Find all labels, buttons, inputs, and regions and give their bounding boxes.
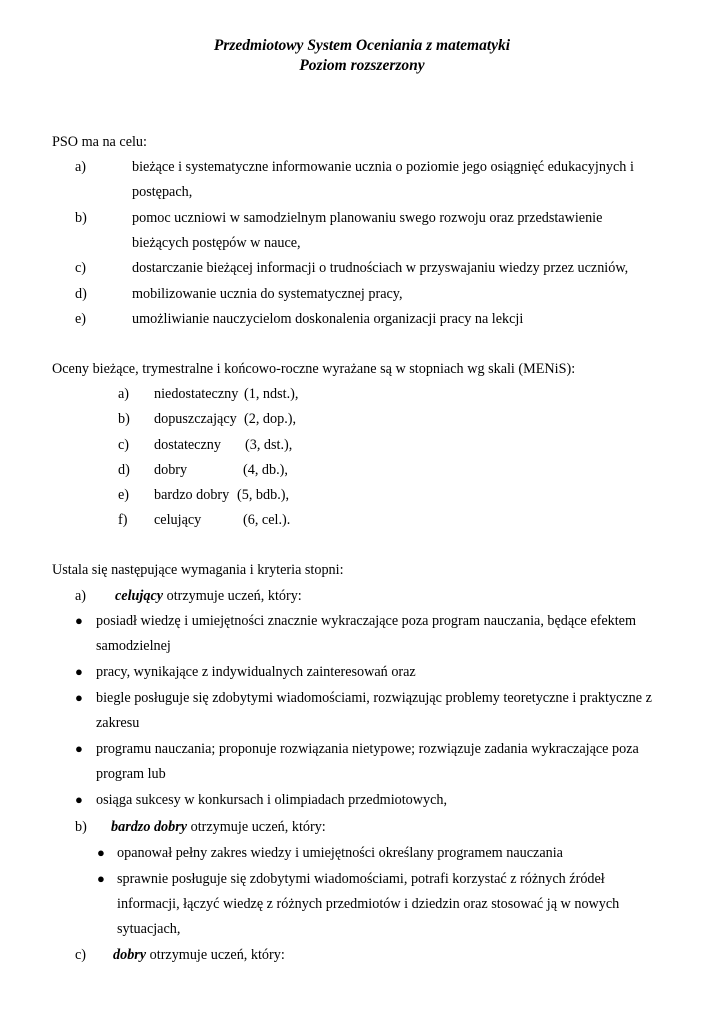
pso-heading: PSO ma na celu:	[52, 134, 147, 150]
bullet-icon: ●	[75, 613, 83, 628]
grades-heading: Oceny bieżące, trymestralne i końcowo-roczne wyrażane są w stopniach wg skali (MENiS):	[52, 361, 576, 377]
pso-item-text: dostarczanie bieżącej informacji o trudnościach w przyswajaniu wiedzy przez uczniów,	[132, 260, 629, 276]
grade-name: dopuszczający	[154, 411, 237, 427]
criterion-text: opanował pełny zakres wiedzy i umiejętności określany programem nauczania	[117, 845, 563, 861]
requirement-label: b)	[75, 819, 87, 835]
criterion-text: zakresu	[96, 715, 140, 731]
criterion-text: programu nauczania; proponuje rozwiązania nietypowe; rozwiązuje zadania wykraczające poza	[96, 741, 639, 757]
requirement-intro	[111, 818, 326, 836]
grade-emphasis: bardzo dobry	[111, 819, 188, 835]
grade-name: dostateczny	[154, 437, 221, 453]
grade-label: f)	[118, 512, 128, 528]
grade-label: b)	[118, 411, 130, 427]
pso-item-text: postępach,	[132, 184, 193, 200]
requirement-label: a)	[75, 588, 87, 604]
grade-label: d)	[118, 462, 130, 478]
pso-item-text: umożliwianie nauczycielom doskonalenia organizacji pracy na lekcji	[132, 311, 524, 327]
criterion-text: sytuacjach,	[117, 921, 181, 937]
grade-label: e)	[118, 487, 130, 503]
pso-item-label: a)	[75, 159, 87, 175]
requirement-label: c)	[75, 947, 87, 963]
bullet-icon: ●	[75, 792, 83, 807]
bullet-icon: ●	[97, 845, 105, 860]
grade-code: (4, db.),	[243, 462, 288, 478]
requirement-intro	[113, 946, 285, 964]
grade-name: celujący	[154, 512, 202, 528]
criterion-text: sprawnie posługuje się zdobytymi wiadomościami, potrafi korzystać z różnych źródeł	[117, 871, 605, 887]
grade-name: niedostateczny	[154, 386, 239, 402]
requirement-intro-rest: otrzymuje uczeń, który:	[163, 588, 302, 604]
pso-item-text: bieżących postępów w nauce,	[132, 235, 301, 251]
bullet-icon: ●	[75, 690, 83, 705]
criterion-text: osiąga sukcesy w konkursach i olimpiadach przedmiotowych,	[96, 792, 448, 808]
pso-item-label: b)	[75, 210, 87, 226]
grade-emphasis: celujący	[115, 588, 164, 604]
grade-name: bardzo dobry	[154, 487, 230, 503]
grade-code: (6, cel.).	[243, 512, 291, 528]
criterion-text: pracy, wynikające z indywidualnych zainteresowań oraz	[96, 664, 416, 680]
document-subtitle: Poziom rozszerzony	[299, 57, 425, 74]
criterion-text: posiadł wiedzę i umiejętności znacznie wykraczające poza program nauczania, będące efektem	[96, 613, 637, 629]
criterion-text: program lub	[96, 766, 166, 782]
grade-code: (3, dst.),	[245, 437, 293, 453]
bullet-icon: ●	[75, 664, 83, 679]
pso-item-label: c)	[75, 260, 87, 276]
pso-item-label: d)	[75, 286, 87, 302]
pso-item-text: mobilizowanie ucznia do systematycznej pracy,	[132, 286, 403, 302]
pso-item-label: e)	[75, 311, 87, 327]
grade-label: c)	[118, 437, 130, 453]
grade-code: (5, bdb.),	[237, 487, 290, 503]
criterion-text: samodzielnej	[96, 638, 171, 654]
grade-name: dobry	[154, 462, 188, 478]
requirement-intro-rest: otrzymuje uczeń, który:	[146, 947, 285, 963]
grade-code: (2, dop.),	[244, 411, 297, 427]
criterion-text: informacji, łączyć wiedzę z różnych przedmiotów i dziedzin oraz stosować ją w nowych	[117, 896, 620, 912]
grade-emphasis: dobry	[113, 947, 147, 963]
pso-item-text: bieżące i systematyczne informowanie ucznia o poziomie jego osiągnięć edukacyjnych i	[132, 159, 634, 175]
requirement-intro-rest: otrzymuje uczeń, który:	[187, 819, 326, 835]
requirements-heading: Ustala się następujące wymagania i kryteria stopni:	[52, 562, 344, 578]
grade-label: a)	[118, 386, 130, 402]
bullet-icon: ●	[75, 741, 83, 756]
grade-code: (1, ndst.),	[244, 386, 299, 402]
criterion-text: biegle posługuje się zdobytymi wiadomościami, rozwiązując problemy teoretyczne i praktyczne z	[96, 690, 652, 706]
pso-item-text: pomoc uczniowi w samodzielnym planowaniu swego rozwoju oraz przedstawienie	[132, 210, 603, 226]
requirement-intro	[115, 587, 302, 605]
document-title: Przedmiotowy System Oceniania z matematyki	[213, 37, 511, 54]
bullet-icon: ●	[97, 871, 105, 886]
